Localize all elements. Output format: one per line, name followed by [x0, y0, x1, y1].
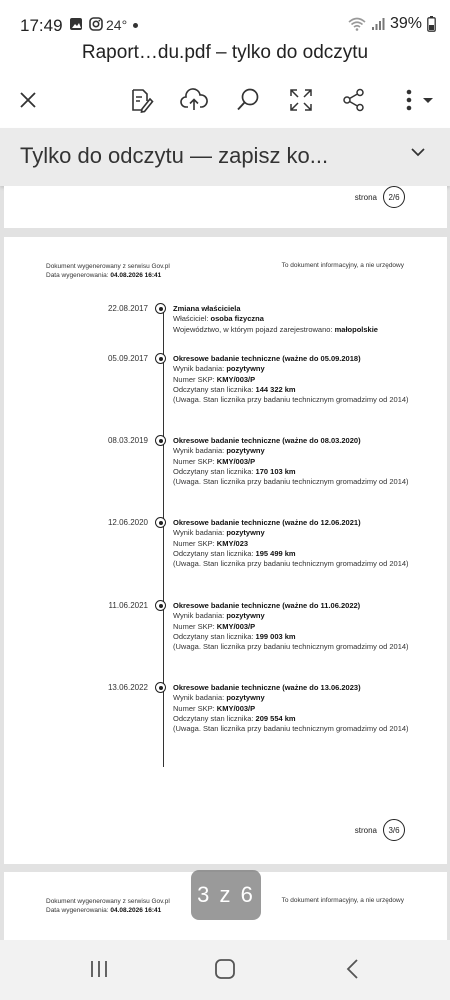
entry-line: [173, 611, 413, 621]
entry-line-label: (Uwaga. Stan licznika przy badaniu technicznym gromadzimy od 2014): [173, 477, 409, 487]
entry-title: Okresowe badanie techniczne (ważne do 11.06.2022): [173, 601, 361, 610]
entry-line-value: 199 003 km: [255, 631, 296, 641]
entry-line: [173, 477, 413, 487]
entry-line-label: Województwo, w którym pojazd zarejestrowano:: [173, 324, 333, 334]
entry-line: [173, 446, 413, 456]
entry-date: 05.09.2017: [107, 354, 148, 363]
entry-details: [173, 436, 413, 487]
entry-details: [173, 304, 413, 335]
entry-line-label: (Uwaga. Stan licznika przy badaniu technicznym gromadzimy od 2014): [173, 724, 409, 734]
entry-line: [173, 467, 413, 477]
entry-line: [173, 528, 413, 538]
entry-line-label: Wynik badania:: [173, 446, 225, 456]
entry-line-value: KMY/003/P: [216, 621, 256, 631]
battery-percent: 39%: [389, 15, 422, 32]
entry-date: 12.06.2020: [107, 518, 148, 527]
entry-line: [173, 724, 413, 734]
share-button[interactable]: [338, 84, 370, 116]
entry-line-label: (Uwaga. Stan licznika przy badaniu technicznym gromadzimy od 2014): [173, 395, 409, 405]
more-options-button[interactable]: [396, 84, 438, 116]
timeline-bullet-icon: [155, 435, 166, 446]
recent-apps-icon: [88, 958, 110, 980]
entry-line-label: Numer SKP:: [173, 538, 215, 548]
entry-line: [173, 549, 413, 559]
timeline-bullet-icon: [155, 600, 166, 611]
timeline-bullet-icon: [155, 682, 166, 693]
entry-line-label: (Uwaga. Stan licznika przy badaniu technicznym gromadzimy od 2014): [173, 559, 409, 569]
entry-line: [173, 385, 413, 395]
page-header-right: To dokument informacyjny, a nie urzędowy: [281, 262, 404, 269]
wifi-icon: [348, 17, 366, 31]
entry-line: [173, 314, 413, 324]
edit-button[interactable]: [125, 84, 157, 116]
entry-title: Zmiana właściciela: [173, 304, 241, 313]
entry-title: Okresowe badanie techniczne (ważne do 05.09.2018): [173, 354, 361, 363]
entry-line-label: Numer SKP:: [173, 374, 215, 384]
entry-line: [173, 325, 413, 335]
title-bar: [0, 38, 450, 72]
instagram-icon: [89, 17, 103, 31]
battery-icon: [427, 16, 436, 32]
timeline-bullet-icon: [155, 303, 166, 314]
page-header-left: Dokument wygenerowany z serwisu Gov.pl Data wygenerowania: 04.08.2026 16:41: [46, 263, 170, 279]
entry-line-label: Numer SKP:: [173, 703, 215, 713]
system-status: [348, 15, 436, 33]
entry-line-label: Wynik badania:: [173, 693, 225, 703]
entry-line-value: KMY/003/P: [216, 456, 256, 466]
gallery-icon: [69, 17, 83, 31]
timeline-bullet-icon: [155, 353, 166, 364]
entry-line-value: pozytywny: [226, 693, 265, 703]
page-header-right: To dokument informacyjny, a nie urzędowy: [281, 897, 404, 904]
entry-line: [173, 704, 413, 714]
entry-line: [173, 693, 413, 703]
recent-apps-button[interactable]: [88, 958, 110, 985]
entry-line-value: pozytywny: [226, 611, 265, 621]
entry-date: 22.08.2017: [107, 304, 148, 313]
entry-details: [173, 601, 413, 652]
entry-line: [173, 642, 413, 652]
entry-line: [173, 364, 413, 374]
entry-line-value: KMY/003/P: [216, 374, 256, 384]
entry-line-value: KMY/023: [216, 538, 249, 548]
notification-icons: [69, 17, 103, 31]
page-indicator: 3 z 6: [191, 870, 261, 920]
timeline-bullet-icon: [155, 517, 166, 528]
entry-line: [173, 714, 413, 724]
entry-line: [173, 395, 413, 405]
read-only-banner[interactable]: [0, 128, 450, 186]
back-icon: [342, 958, 364, 980]
chevron-down-icon[interactable]: [410, 146, 426, 158]
entry-line-label: Wynik badania:: [173, 364, 225, 374]
entry-line-value: 195 499 km: [255, 548, 296, 558]
entry-details: [173, 518, 413, 569]
share-icon: [342, 88, 366, 112]
page-number-badge: 3/6: [383, 819, 405, 841]
page-header-left: Dokument wygenerowany z serwisu Gov.pl Data wygenerowania: 04.08.2026 16:41: [46, 898, 170, 914]
document-title: Raport…du.pdf – tylko do odczytu: [81, 42, 369, 63]
entry-line-value: 209 554 km: [255, 713, 296, 723]
entry-line-value: pozytywny: [226, 446, 265, 456]
entry-title: Okresowe badanie techniczne (ważne do 08.03.2020): [173, 436, 361, 445]
entry-line-label: Odczytany stan licznika:: [173, 466, 254, 476]
page-number: strona 3/6: [355, 819, 405, 841]
page-number-badge: 2/6: [383, 186, 405, 208]
pdf-page-previous: [4, 186, 447, 228]
entry-details: [173, 354, 413, 405]
fullscreen-button[interactable]: [285, 84, 317, 116]
home-icon: [214, 958, 236, 980]
entry-line: [173, 539, 413, 549]
close-button[interactable]: [12, 84, 44, 116]
entry-line-value: osoba fizyczna: [210, 314, 264, 324]
entry-details: [173, 683, 413, 734]
entry-date: 08.03.2019: [107, 436, 148, 445]
temperature: 24°: [106, 17, 128, 33]
more-icon: [397, 88, 437, 112]
close-icon: [19, 91, 37, 109]
edit-icon: [128, 87, 154, 113]
search-icon: [235, 87, 261, 113]
entry-line: [173, 457, 413, 467]
entry-line-label: Numer SKP:: [173, 621, 215, 631]
fullscreen-icon: [289, 88, 313, 112]
notification-dot: [133, 23, 138, 28]
entry-title: Okresowe badanie techniczne (ważne do 13.06.2023): [173, 683, 361, 692]
entry-line-label: Wynik badania:: [173, 528, 225, 538]
entry-line-label: Właściciel:: [173, 314, 209, 324]
entry-line-value: 170 103 km: [255, 466, 296, 476]
timeline-line: [163, 308, 164, 767]
entry-line-value: małopolskie: [334, 324, 378, 334]
entry-date: 13.06.2022: [107, 683, 148, 692]
entry-line-label: (Uwaga. Stan licznika przy badaniu technicznym gromadzimy od 2014): [173, 642, 409, 652]
search-button[interactable]: [232, 84, 264, 116]
cloud-upload-icon: [179, 87, 209, 113]
banner-text: Tylko do odczytu — zapisz ko...: [20, 143, 329, 168]
entry-line-label: Odczytany stan licznika:: [173, 384, 254, 394]
entry-line: [173, 622, 413, 632]
entry-line-value: pozytywny: [226, 528, 265, 538]
toolbar: [0, 72, 450, 128]
signal-icon: [371, 17, 385, 31]
home-button[interactable]: [214, 958, 236, 985]
entry-line-label: Odczytany stan licznika:: [173, 548, 254, 558]
entry-line-label: Numer SKP:: [173, 456, 215, 466]
entry-line-label: Odczytany stan licznika:: [173, 713, 254, 723]
entry-line-value: 144 322 km: [255, 384, 296, 394]
entry-date: 11.06.2021: [108, 601, 148, 610]
entry-line: [173, 559, 413, 569]
upload-button[interactable]: [178, 84, 210, 116]
clock: 17:49: [20, 16, 63, 35]
entry-line-label: Wynik badania:: [173, 611, 225, 621]
entry-line: [173, 375, 413, 385]
navigation-bar: [0, 940, 450, 1000]
pdf-page-current: [4, 237, 447, 864]
back-button[interactable]: [342, 958, 364, 985]
entry-line-label: Odczytany stan licznika:: [173, 631, 254, 641]
page-number: strona 2/6: [355, 186, 405, 208]
entry-line-value: pozytywny: [226, 364, 265, 374]
entry-line: [173, 632, 413, 642]
entry-title: Okresowe badanie techniczne (ważne do 12.06.2021): [173, 518, 361, 527]
entry-line-value: KMY/003/P: [216, 703, 256, 713]
